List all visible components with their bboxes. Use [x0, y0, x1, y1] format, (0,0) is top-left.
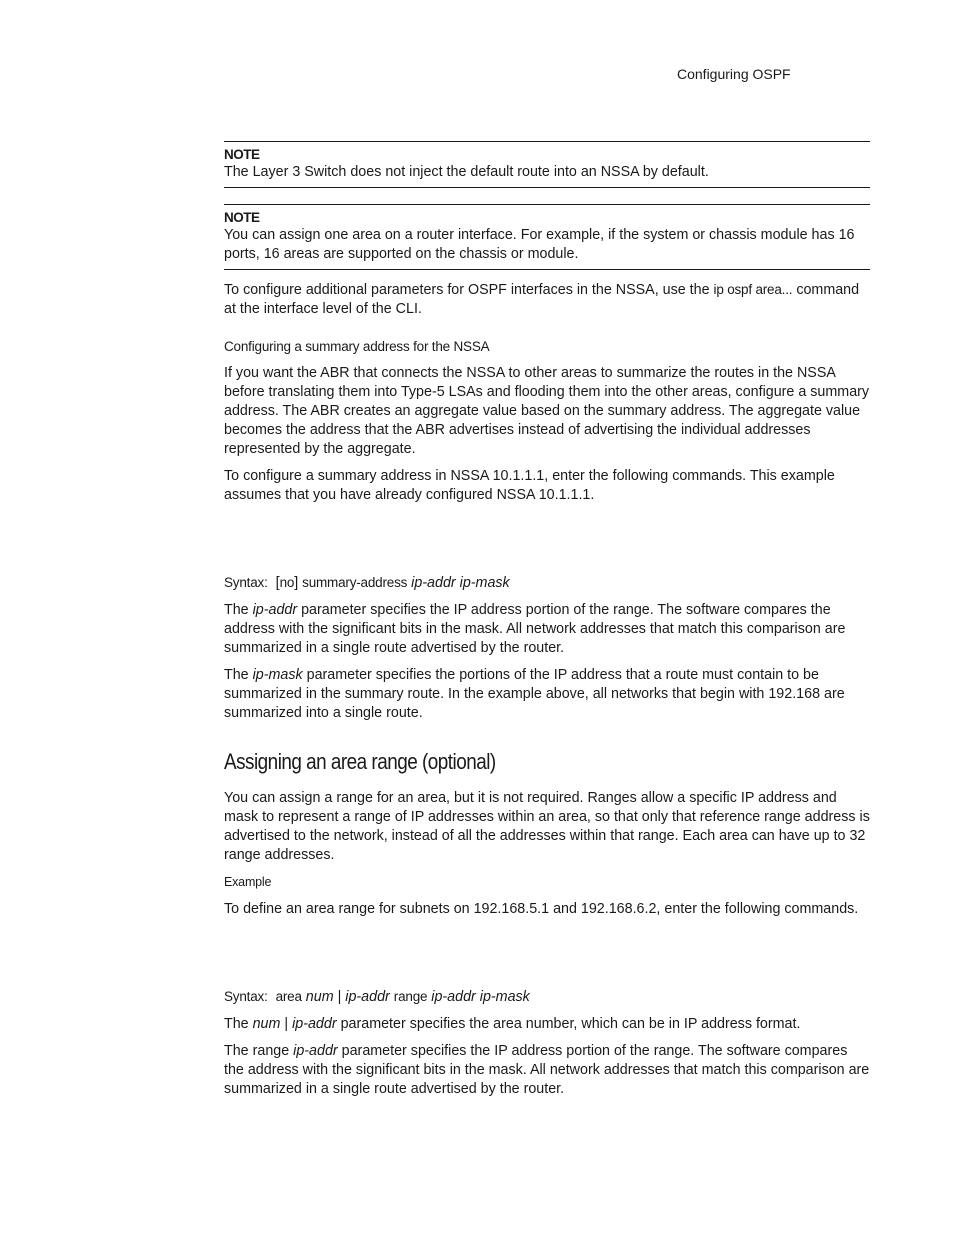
parameter-description: The ip-mask parameter specifies the portions of the IP address that a route must contain to be summarized in the summary route. In the example above, all networks that begin with 192.168 are summarized into a single route.: [224, 667, 845, 721]
note-title: NOTE: [224, 147, 260, 162]
parameter-description: The num | ip-addr parameter specifies the area number, which can be in IP address format.: [224, 1016, 801, 1032]
parameter-description: The ip-addr parameter specifies the IP address portion of the range. The software compares the address with the significant bits in the mask. All network addresses that match this comparison are summarized in a single route advertised by the router.: [224, 602, 846, 656]
intro-paragraph: To configure additional parameters for OSPF interfaces in the NSSA, use the ip ospf area... command at the interface level of the CLI.: [224, 282, 860, 317]
note-box: [224, 141, 870, 188]
syntax-line: Syntax: area num | ip-addr range ip-addr ip-mask: [224, 989, 530, 1005]
body-paragraph: To configure a summary address in NSSA 10.1.1.1, enter the following commands. This example assumes that you have already configured NSSA 10.1.1.1.: [224, 468, 835, 503]
note-title: NOTE: [224, 210, 260, 225]
parameter-description: The range ip-addr parameter specifies the IP address portion of the range. The software compares the address with the significant bits in the mask. All network addresses that match this comparison are summarized in a single route advertised by the router.: [224, 1043, 870, 1097]
page-content: [224, 141, 870, 1107]
note-text: You can assign one area on a router interface. For example, if the system or chassis module has 16 ports, 16 areas are supported on the chassis or module.: [224, 227, 855, 262]
body-paragraph: You can assign a range for an area, but it is not required. Ranges allow a specific IP address and mask to represent a range of IP addresses within an area, so that only that reference range address is advertised to the network, instead of all the addresses within that range. Each area can have up to 32 range addresses.: [224, 790, 870, 863]
syntax-line: Syntax: [no] summary-address ip-addr ip-mask: [224, 575, 510, 591]
subsection-heading: Configuring a summary address for the NSSA: [224, 339, 490, 354]
command-name: ip ospf area...: [713, 282, 793, 297]
syntax-label: Syntax:: [224, 989, 268, 1004]
syntax-keyword-range: range: [393, 989, 428, 1004]
example-label: Example: [224, 875, 272, 889]
section-title: Assigning an area range (optional): [224, 749, 496, 774]
note-box: [224, 204, 870, 270]
syntax-label: Syntax:: [224, 575, 268, 590]
syntax-args: ip-addr ip-mask: [411, 575, 510, 591]
syntax-keyword-area: area: [275, 989, 302, 1004]
body-paragraph: If you want the ABR that connects the NSSA to other areas to summarize the routes in the NSSA before translating them into Type-5 LSAs and flooding them into the other areas, configure a summary address. The ABR creates an aggregate value based on the summary address. The aggregate value becomes the address that the ABR advertises instead of advertising the individual addresses represented by the aggregate.: [224, 365, 870, 457]
note-text: The Layer 3 Switch does not inject the default route into an NSSA by default.: [224, 164, 709, 180]
syntax-keyword: summary-address: [302, 575, 408, 590]
body-paragraph: To define an area range for subnets on 192.168.5.1 and 192.168.6.2, enter the following commands.: [224, 901, 859, 917]
running-header: Configuring OSPF: [677, 66, 791, 82]
syntax-keyword-no: no: [279, 575, 295, 590]
